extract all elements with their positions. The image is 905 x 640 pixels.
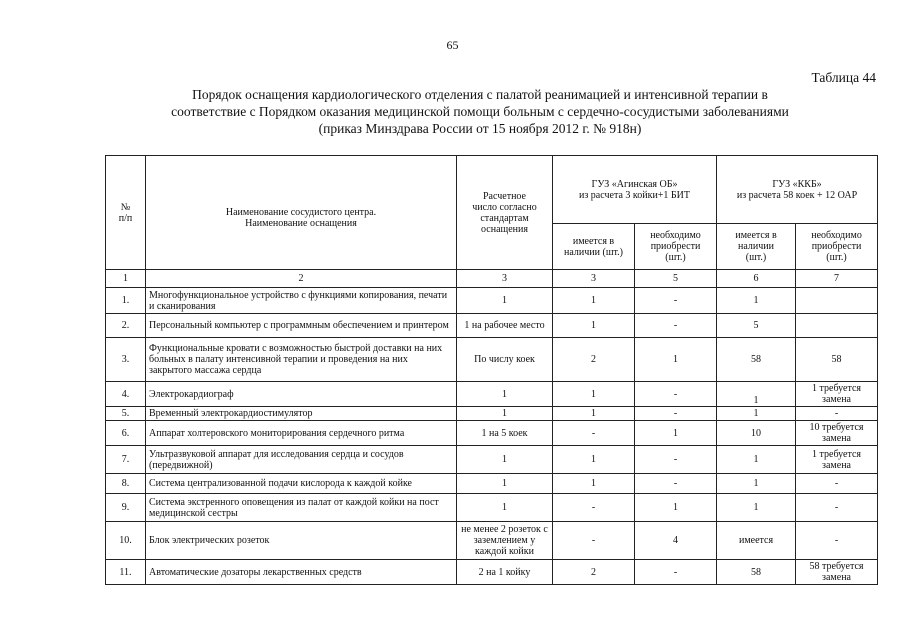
- row-kkb-need: -: [796, 494, 878, 522]
- row-kkb-have: 1: [717, 446, 796, 474]
- caption-line-1: Порядок оснащения кардиологического отделения с палатой реанимацией и интенсивной терапии в: [192, 87, 768, 102]
- table-label: Таблица 44: [811, 70, 876, 85]
- row-num: 1.: [106, 288, 146, 314]
- header-aginsk-need: необходимо приобрести (шт.): [635, 224, 717, 270]
- table-row: [106, 494, 878, 522]
- row-calc: 1: [457, 474, 553, 494]
- row-name: Аппарат холтеровского мониторирования сердечного ритма: [146, 421, 457, 446]
- row-aginsk-have: 1: [553, 407, 635, 421]
- row-calc: 1: [457, 494, 553, 522]
- row-aginsk-have: 1: [553, 288, 635, 314]
- row-calc: 1: [457, 446, 553, 474]
- row-kkb-have: 1: [717, 288, 796, 314]
- row-kkb-have: 1: [717, 494, 796, 522]
- col-number: 2: [146, 270, 457, 288]
- row-aginsk-need: 1: [635, 494, 717, 522]
- row-aginsk-need: -: [635, 288, 717, 314]
- table-row: [106, 382, 878, 407]
- table-caption: [100, 86, 860, 137]
- row-aginsk-need: 4: [635, 522, 717, 560]
- row-num: 5.: [106, 407, 146, 421]
- header-name: [146, 156, 457, 270]
- row-name: Блок электрических розеток: [146, 522, 457, 560]
- header-group-aginsk: [553, 156, 717, 224]
- row-kkb-need: -: [796, 522, 878, 560]
- row-aginsk-have: 1: [553, 314, 635, 338]
- col-number: 5: [635, 270, 717, 288]
- row-kkb-have: 1: [717, 382, 796, 407]
- row-num: 10.: [106, 522, 146, 560]
- header-aginsk-have: имеется в наличии (шт.): [553, 224, 635, 270]
- header-calc: Расчетное число согласно стандартам оснащения: [457, 156, 553, 270]
- row-name: Временный электрокардиостимулятор: [146, 407, 457, 421]
- row-name: Многофункциональное устройство с функциями копирования, печати и сканирования: [146, 288, 457, 314]
- header-group-aginsk-line1: ГУЗ «Агинская ОБ»: [591, 178, 678, 190]
- col-number: 1: [106, 270, 146, 288]
- row-aginsk-have: -: [553, 421, 635, 446]
- header-row-1: [106, 156, 878, 224]
- table-row: [106, 314, 878, 338]
- header-name-line1: Наименование сосудистого центра.: [225, 207, 377, 218]
- column-number-row: [106, 270, 878, 288]
- row-num: 7.: [106, 446, 146, 474]
- row-aginsk-need: -: [635, 446, 717, 474]
- row-name: Автоматические дозаторы лекарственных средств: [146, 560, 457, 585]
- row-kkb-need: 58 требуется замена: [796, 560, 878, 585]
- row-num: 4.: [106, 382, 146, 407]
- row-calc: не менее 2 розеток с заземлением у каждой койки: [457, 522, 553, 560]
- row-name: Система централизованной подачи кислорода к каждой койке: [146, 474, 457, 494]
- table-row: [106, 522, 878, 560]
- header-group-kkb: [717, 156, 878, 224]
- row-kkb-need: 1 требуется замена: [796, 446, 878, 474]
- row-calc: 2 на 1 койку: [457, 560, 553, 585]
- row-kkb-have: имеется: [717, 522, 796, 560]
- row-name: Система экстренного оповещения из палат от каждой койки на пост медицинской сестры: [146, 494, 457, 522]
- page-number: 65: [446, 38, 459, 52]
- row-aginsk-have: 1: [553, 446, 635, 474]
- row-num: 8.: [106, 474, 146, 494]
- row-aginsk-have: 2: [553, 338, 635, 382]
- col-number: 7: [796, 270, 878, 288]
- row-aginsk-need: -: [635, 407, 717, 421]
- row-kkb-have: 1: [717, 474, 796, 494]
- row-kkb-have: 58: [717, 560, 796, 585]
- header-group-kkb-line2: из расчета 58 коек + 12 ОАР: [736, 189, 858, 201]
- col-number: 3: [553, 270, 635, 288]
- row-calc: 1: [457, 407, 553, 421]
- row-kkb-need: 10 требуется замена: [796, 421, 878, 446]
- row-num: 3.: [106, 338, 146, 382]
- row-name: Персональный компьютер с программным обеспечением и принтером: [146, 314, 457, 338]
- row-num: 11.: [106, 560, 146, 585]
- header-kkb-need: необходимо приобрести (шт.): [796, 224, 878, 270]
- table-row: [106, 288, 878, 314]
- row-kkb-need: [796, 314, 878, 338]
- table-row: [106, 421, 878, 446]
- header-num: [106, 156, 146, 270]
- row-kkb-need: -: [796, 474, 878, 494]
- row-num: 9.: [106, 494, 146, 522]
- col-number: 3: [457, 270, 553, 288]
- row-calc: 1 на 5 коек: [457, 421, 553, 446]
- equipment-table: [105, 155, 878, 585]
- row-num: 2.: [106, 314, 146, 338]
- row-aginsk-have: 1: [553, 474, 635, 494]
- table-row: [106, 560, 878, 585]
- row-aginsk-need: -: [635, 560, 717, 585]
- row-aginsk-have: 2: [553, 560, 635, 585]
- row-num: 6.: [106, 421, 146, 446]
- row-kkb-have: 5: [717, 314, 796, 338]
- caption-line-3: (приказ Минздрава России от 15 ноября 2012 г. № 918н): [318, 121, 642, 136]
- table-row: [106, 407, 878, 421]
- row-name: Ультразвуковой аппарат для исследования сердца и сосудов (передвижной): [146, 446, 457, 474]
- row-calc: По числу коек: [457, 338, 553, 382]
- table-row: [106, 474, 878, 494]
- row-aginsk-need: 1: [635, 338, 717, 382]
- row-aginsk-need: -: [635, 474, 717, 494]
- header-kkb-have: имеется в наличии (шт.): [717, 224, 796, 270]
- row-calc: 1: [457, 382, 553, 407]
- header-group-kkb-line1: ГУЗ «ККБ»: [772, 178, 822, 190]
- row-aginsk-need: -: [635, 314, 717, 338]
- header-name-line2: Наименование оснащения: [245, 218, 357, 229]
- row-name: Функциональные кровати с возможностью быстрой доставки на них больных в палату интенсивной терапии и проведения на них закрытого массажа сердца: [146, 338, 457, 382]
- row-aginsk-need: 1: [635, 421, 717, 446]
- row-aginsk-need: -: [635, 382, 717, 407]
- header-num-text: № п/п: [118, 201, 133, 224]
- row-aginsk-have: -: [553, 522, 635, 560]
- row-kkb-need: -: [796, 407, 878, 421]
- row-aginsk-have: 1: [553, 382, 635, 407]
- row-name: Электрокардиограф: [146, 382, 457, 407]
- row-calc: 1: [457, 288, 553, 314]
- table-row: [106, 446, 878, 474]
- row-kkb-have: 58: [717, 338, 796, 382]
- row-kkb-need: 1 требуется замена: [796, 382, 878, 407]
- table-row: [106, 338, 878, 382]
- row-kkb-need: [796, 288, 878, 314]
- header-group-aginsk-line2: из расчета 3 койки+1 БИТ: [579, 189, 691, 201]
- row-calc: 1 на рабочее место: [457, 314, 553, 338]
- col-number: 6: [717, 270, 796, 288]
- row-kkb-have: 10: [717, 421, 796, 446]
- row-kkb-have: 1: [717, 407, 796, 421]
- caption-line-2: соответствие с Порядком оказания медицинской помощи больным с сердечно-сосудистыми заболеваниями: [171, 104, 789, 119]
- row-aginsk-have: -: [553, 494, 635, 522]
- row-kkb-need: 58: [796, 338, 878, 382]
